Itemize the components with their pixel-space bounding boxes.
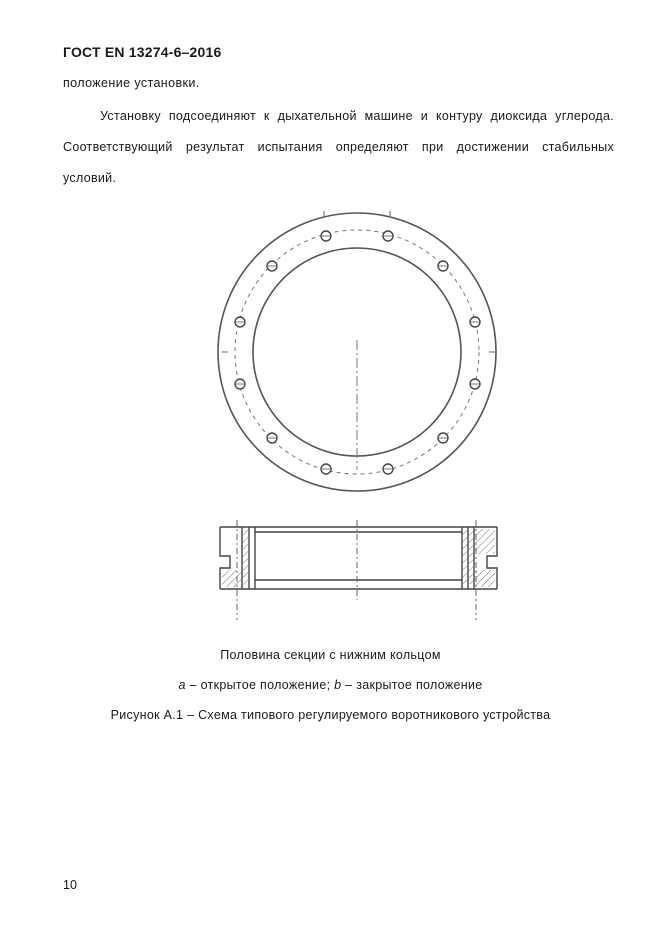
body-paragraph: Установку подсоединяют к дыхательной машине и контуру диоксида углерода. Соответствующий результат испытания определяют при достижении стабильных условий. <box>63 109 614 185</box>
right-hatched-section <box>463 529 473 584</box>
section-view <box>220 527 497 589</box>
figure-caption-section: Половина секции с нижним кольцом <box>220 648 441 662</box>
text-line-installation-position: положение установки. <box>63 76 200 90</box>
figure-caption-legend <box>0 678 661 692</box>
legend-text-a: – открытое положение; <box>185 678 335 692</box>
legend-letter-b: b <box>334 678 342 692</box>
page-number: 10 <box>63 878 77 892</box>
left-hatched-section <box>243 529 248 587</box>
document-header: ГОСТ EN 13274-6–2016 <box>63 44 222 60</box>
inner-ring-circle <box>253 248 461 456</box>
figure-title: Рисунок А.1 – Схема типового регулируемого воротникового устройства <box>110 708 551 722</box>
legend-letter-a: a <box>178 678 186 692</box>
legend-text-b: – закрытое положение <box>341 678 483 692</box>
